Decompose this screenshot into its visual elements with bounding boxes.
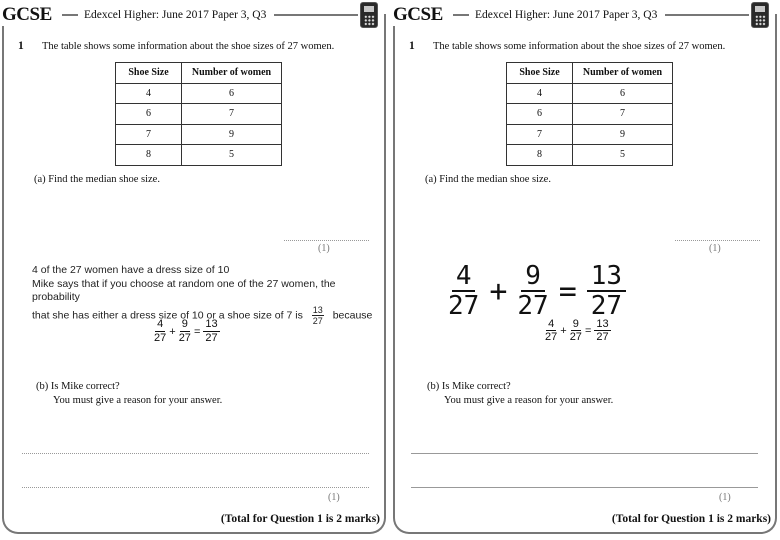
answer-line bbox=[411, 453, 758, 454]
table-cell: 7 bbox=[507, 124, 573, 145]
fraction bbox=[154, 318, 166, 345]
question-total: (Total for Question 1 is 2 marks) bbox=[611, 513, 771, 525]
plus-sign: + bbox=[169, 325, 176, 338]
table-header: Number of women bbox=[573, 63, 673, 84]
fraction bbox=[203, 318, 219, 345]
question-intro: The table shows some information about the shoe sizes of 27 women. bbox=[42, 41, 335, 52]
fraction-denominator: 27 bbox=[569, 331, 582, 343]
part-a-mark: (1) bbox=[318, 243, 330, 254]
fraction-numerator: 9 bbox=[521, 262, 545, 292]
shoe-size-table bbox=[506, 62, 673, 166]
fraction-numerator: 4 bbox=[548, 318, 555, 330]
part-b-question: (b) Is Mike correct? bbox=[36, 381, 120, 392]
table-cell: 7 bbox=[182, 104, 282, 125]
frame-top-line bbox=[665, 14, 749, 16]
fraction bbox=[594, 318, 610, 343]
fraction-numerator: 9 bbox=[572, 318, 579, 330]
part-b-instruction: You must give a reason for your answer. bbox=[53, 395, 223, 406]
table-cell: 4 bbox=[116, 83, 182, 104]
part-a-mark: (1) bbox=[709, 243, 721, 254]
mike-equation bbox=[545, 318, 611, 343]
calculator-icon bbox=[751, 2, 769, 28]
fraction-numerator: 4 bbox=[157, 318, 164, 330]
mike-line-3-end: because bbox=[332, 308, 373, 321]
table-row bbox=[507, 83, 673, 104]
fraction-denominator: 27 bbox=[205, 332, 218, 344]
paper-title: Edexcel Higher: June 2017 Paper 3, Q3 bbox=[80, 9, 270, 21]
answer-line bbox=[284, 240, 369, 241]
table-row bbox=[507, 124, 673, 145]
plus-sign: + bbox=[560, 324, 567, 337]
table-cell: 5 bbox=[573, 145, 673, 166]
probability-fraction bbox=[312, 305, 324, 326]
worksheet-panel-left bbox=[2, 0, 388, 540]
fraction bbox=[448, 262, 479, 320]
table-row bbox=[507, 104, 673, 125]
frame-top-line bbox=[453, 14, 469, 16]
table-row bbox=[116, 104, 282, 125]
shoe-size-table bbox=[115, 62, 282, 166]
fraction-denominator: 27 bbox=[545, 331, 558, 343]
fraction-denominator: 27 bbox=[154, 332, 167, 344]
part-b-question: (b) Is Mike correct? bbox=[427, 381, 511, 392]
fraction-numerator: 9 bbox=[181, 318, 188, 330]
table-cell: 6 bbox=[573, 83, 673, 104]
gcse-logo: GCSE bbox=[2, 4, 56, 26]
calculator-icon bbox=[360, 2, 378, 28]
part-a-prompt: (a) Find the median shoe size. bbox=[425, 174, 551, 185]
table-row bbox=[507, 145, 673, 166]
fraction bbox=[570, 318, 582, 343]
fraction bbox=[587, 262, 626, 320]
table-header: Number of women bbox=[182, 63, 282, 84]
answer-line bbox=[22, 487, 369, 488]
table-cell: 6 bbox=[116, 104, 182, 125]
part-b-prompt bbox=[36, 380, 222, 408]
fraction-denominator: 27 bbox=[448, 291, 480, 321]
table-cell: 7 bbox=[573, 104, 673, 125]
equals-sign: = bbox=[558, 273, 577, 309]
equals-sign: = bbox=[584, 324, 592, 337]
fraction bbox=[179, 318, 191, 345]
table-cell: 4 bbox=[507, 83, 573, 104]
answer-line bbox=[22, 453, 369, 454]
mike-line-3-start: that she has either a dress size of 10 or a shoe size of 7 is bbox=[32, 308, 303, 321]
mike-statement bbox=[32, 264, 377, 326]
table-header: Shoe Size bbox=[507, 63, 573, 84]
question-total: (Total for Question 1 is 2 marks) bbox=[220, 513, 380, 525]
question-number: 1 bbox=[409, 40, 415, 52]
part-b-mark: (1) bbox=[719, 492, 731, 503]
table-cell: 7 bbox=[116, 124, 182, 145]
equals-sign: = bbox=[193, 325, 201, 338]
table-header-row bbox=[116, 63, 282, 84]
plus-sign: + bbox=[489, 273, 508, 309]
fraction-denominator: 27 bbox=[596, 331, 609, 343]
table-cell: 8 bbox=[116, 145, 182, 166]
table-row bbox=[116, 83, 282, 104]
table-header: Shoe Size bbox=[116, 63, 182, 84]
fraction-denominator: 27 bbox=[312, 315, 323, 326]
part-b-prompt bbox=[427, 380, 613, 408]
fraction-denominator: 27 bbox=[590, 291, 623, 321]
fraction-numerator: 13 bbox=[596, 318, 609, 330]
fraction-numerator: 13 bbox=[587, 262, 626, 292]
mike-line-2: Mike says that if you choose at random one of the 27 women, the probability bbox=[32, 277, 336, 303]
table-cell: 5 bbox=[182, 145, 282, 166]
fraction bbox=[545, 318, 557, 343]
table-cell: 6 bbox=[507, 104, 573, 125]
part-a-prompt: (a) Find the median shoe size. bbox=[34, 174, 160, 185]
worksheet-panel-right bbox=[393, 0, 779, 540]
frame-top-line bbox=[62, 14, 78, 16]
mike-line-1: 4 of the 27 women have a dress size of 10 bbox=[32, 264, 230, 276]
part-b-instruction: You must give a reason for your answer. bbox=[444, 395, 614, 406]
table-row bbox=[116, 145, 282, 166]
enlarged-equation bbox=[448, 262, 626, 320]
fraction-denominator: 27 bbox=[517, 291, 549, 321]
fraction-numerator: 13 bbox=[312, 304, 323, 315]
answer-line bbox=[411, 487, 758, 488]
answer-line bbox=[675, 240, 760, 241]
fraction bbox=[517, 262, 548, 320]
question-intro: The table shows some information about the shoe sizes of 27 women. bbox=[433, 41, 726, 52]
table-cell: 8 bbox=[507, 145, 573, 166]
mike-equation bbox=[154, 318, 220, 345]
table-cell: 6 bbox=[182, 83, 282, 104]
table-header-row bbox=[507, 63, 673, 84]
fraction-numerator: 13 bbox=[205, 318, 218, 330]
fraction-denominator: 27 bbox=[178, 332, 191, 344]
fraction-numerator: 4 bbox=[452, 262, 476, 292]
table-cell: 9 bbox=[573, 124, 673, 145]
gcse-logo: GCSE bbox=[393, 4, 447, 26]
part-b-mark: (1) bbox=[328, 492, 340, 503]
paper-title: Edexcel Higher: June 2017 Paper 3, Q3 bbox=[471, 9, 661, 21]
frame-top-line bbox=[274, 14, 358, 16]
question-number: 1 bbox=[18, 40, 24, 52]
table-row bbox=[116, 124, 282, 145]
table-cell: 9 bbox=[182, 124, 282, 145]
